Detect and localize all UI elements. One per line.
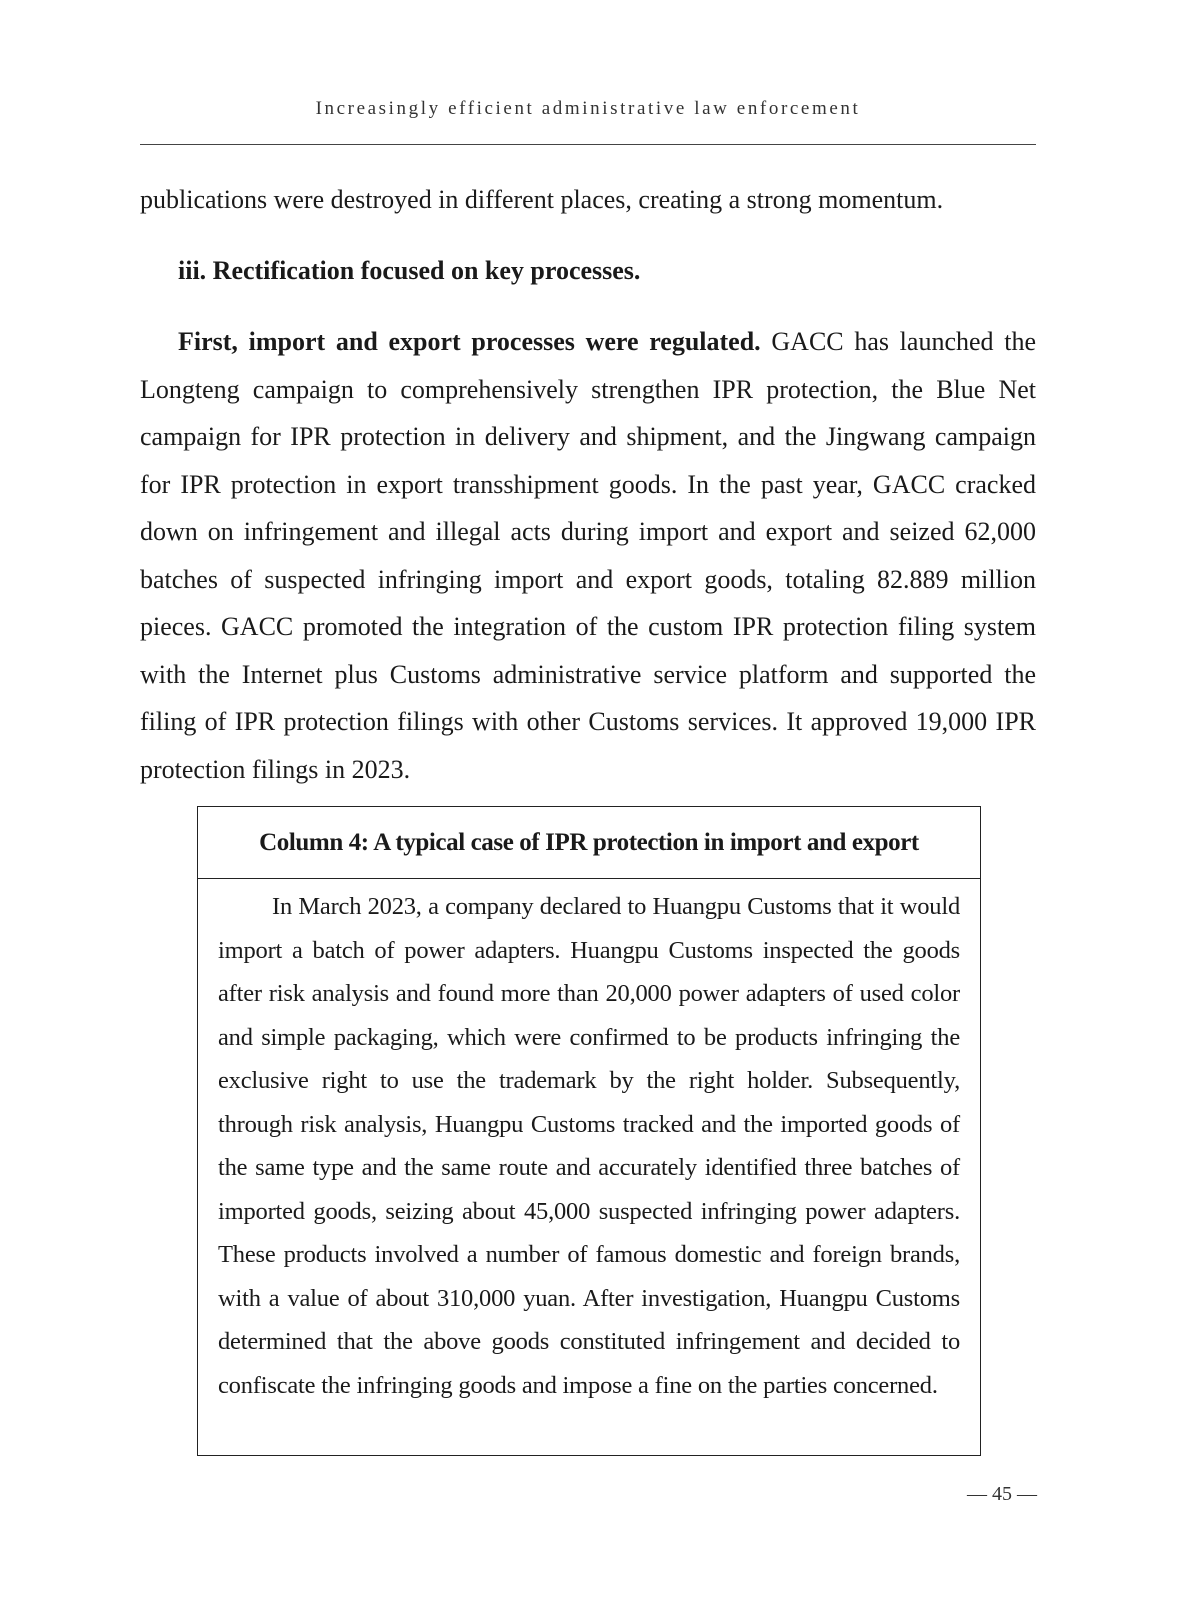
page-number: — 45 — bbox=[967, 1483, 1037, 1505]
running-header-title: Increasingly efficient administrative law enforcement bbox=[315, 98, 861, 119]
paragraph-lead-sentence: First, import and export processes were regulated. bbox=[178, 327, 761, 356]
body-paragraph bbox=[140, 318, 1036, 793]
section-subheading: iii. Rectification focused on key processes. bbox=[178, 256, 641, 285]
column-box-title: Column 4: A typical case of IPR protection in import and export bbox=[198, 807, 980, 879]
continued-paragraph: publications were destroyed in different places, creating a strong momentum. bbox=[140, 185, 944, 214]
header-divider bbox=[140, 144, 1036, 145]
paragraph-text: GACC has launched the Longteng campaign to comprehensively strengthen IPR protection, the Blue Net campaign for IPR protection in delivery and shipment, and the Jingwang campaign for IPR protection in export transshipment goods. In the past year, GACC cracked down on infringement and illegal acts during import and export and seized 62,000 batches of suspected infringing import and export goods, totaling 82.889 million pieces. GACC promoted the integration of the custom IPR protection filing system with the Internet plus Customs administrative service platform and supported the filing of IPR protection filings with other Customs services. It approved 19,000 IPR protection filings in 2023. bbox=[140, 327, 1036, 784]
column-box-text: In March 2023, a company declared to Huangpu Customs that it would import a batch of power adapters. Huangpu Customs inspected the goods after risk analysis and found more than 20,000 power adapters of used color and simple packaging, which were confirmed to be products infringing the exclusive right to use the trademark by the right holder. Subsequently, through risk analysis, Huangpu Customs tracked and the imported goods of the same type and the same route and accurately identified three batches of imported goods, seizing about 45,000 suspected infringing power adapters. These products involved a number of famous domestic and foreign brands, with a value of about 310,000 yuan. After investigation, Huangpu Customs determined that the above goods constituted infringement and decided to confiscate the infringing goods and impose a fine on the parties concerned. bbox=[218, 893, 960, 1399]
column-box bbox=[197, 806, 981, 1456]
